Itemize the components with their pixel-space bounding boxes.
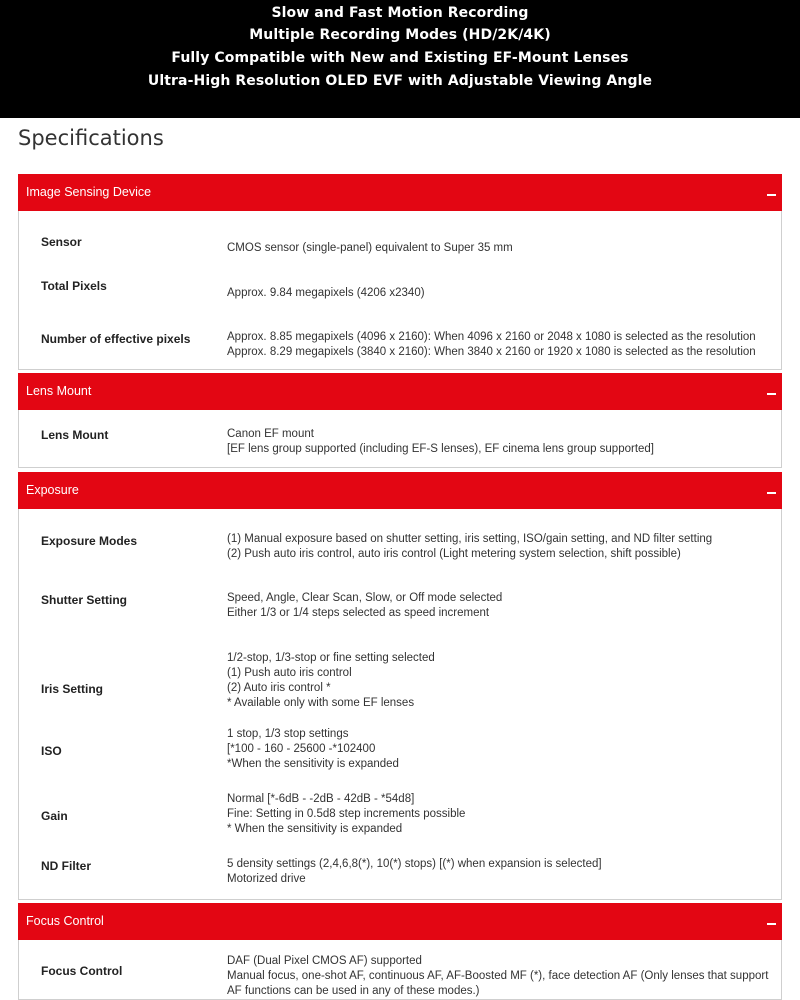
spec-label-shutter-setting: Shutter Setting [41, 593, 127, 607]
section-header-lens-mount[interactable] [18, 373, 782, 410]
spec-label-gain: Gain [41, 809, 68, 823]
feature-banner [0, 0, 800, 118]
section-header-focus-control[interactable] [18, 903, 782, 940]
spec-value-effective-pixels: Approx. 8.85 megapixels (4096 x 2160): When 4096 x 2160 or 2048 x 1080 is selected as the resolution Approx. 8.29 megapixels (3840 x 2160): When 3840 x 2160 or 1920 x 1080 is selected as the resolution [227, 331, 756, 358]
spec-label-total-pixels: Total Pixels [41, 279, 107, 293]
spec-value-total-pixels: Approx. 9.84 megapixels (4206 x2340) [227, 287, 425, 299]
spec-value-gain: Normal [*-6dB - -2dB - 42dB - *54d8] Fine: Setting in 0.5d8 step increments possible * When the sensitivity is expanded [227, 793, 466, 835]
section-body-focus-control [18, 940, 782, 1000]
section-title: Image Sensing Device [26, 185, 152, 199]
section-body-lens-mount [18, 410, 782, 468]
spec-label-exposure-modes: Exposure Modes [41, 534, 138, 548]
section-body-exposure [18, 509, 782, 900]
section-title: Lens Mount [26, 384, 92, 398]
spec-value-exposure-modes: (1) Manual exposure based on shutter setting, iris setting, ISO/gain setting, and ND filter setting (2) Push auto iris control, auto iris control (Light metering system selection, shift possible) [227, 533, 713, 560]
minus-icon[interactable] [767, 393, 776, 395]
spec-value-focus-control: DAF (Dual Pixel CMOS AF) supported Manual focus, one-shot AF, continuous AF, AF-Boosted MF (*), face detection AF (Only lenses that support AF functions can be used in any of these modes.) [227, 955, 769, 997]
spec-label-sensor: Sensor [41, 235, 82, 249]
minus-icon[interactable] [767, 194, 776, 196]
banner-line: Ultra-High Resolution OLED EVF with Adjustable Viewing Angle [147, 73, 653, 89]
spec-label-iso: ISO [41, 744, 62, 758]
section-title: Focus Control [26, 914, 104, 928]
spec-value-iris-setting: 1/2-stop, 1/3-stop or fine setting selected (1) Push auto iris control (2) Auto iris control * * Available only with some EF lenses [227, 652, 435, 709]
section-header-image-sensing-device[interactable] [18, 174, 782, 211]
minus-icon[interactable] [767, 492, 776, 494]
spec-value-lens-mount: Canon EF mount [EF lens group supported (including EF-S lenses), EF cinema lens group supported] [227, 428, 654, 455]
spec-label-nd-filter: ND Filter [41, 859, 92, 873]
spec-value-shutter-setting: Speed, Angle, Clear Scan, Slow, or Off mode selected Either 1/3 or 1/4 steps selected as speed increment [227, 592, 503, 619]
minus-icon[interactable] [767, 923, 776, 925]
banner-line: Fully Compatible with New and Existing EF-Mount Lenses [171, 50, 629, 66]
spec-value-sensor: CMOS sensor (single-panel) equivalent to Super 35 mm [227, 242, 513, 254]
spec-value-iso: 1 stop, 1/3 stop settings [*100 - 160 - 25600 -*102400 *When the sensitivity is expanded [227, 728, 399, 770]
page-title: Specifications [18, 126, 164, 150]
spec-label-lens-mount: Lens Mount [41, 428, 109, 442]
spec-label-effective-pixels: Number of effective pixels [41, 332, 191, 346]
banner-line: Multiple Recording Modes (HD/2K/4K) [249, 27, 551, 43]
section-header-exposure[interactable] [18, 472, 782, 509]
spec-label-focus-control: Focus Control [41, 964, 123, 978]
spec-value-nd-filter: 5 density settings (2,4,6,8(*), 10(*) stops) [(*) when expansion is selected] Motorized drive [227, 858, 602, 885]
spec-label-iris-setting: Iris Setting [41, 682, 104, 696]
section-title: Exposure [26, 483, 79, 497]
banner-line: Slow and Fast Motion Recording [271, 5, 529, 21]
section-body-image-sensing-device [18, 211, 782, 370]
